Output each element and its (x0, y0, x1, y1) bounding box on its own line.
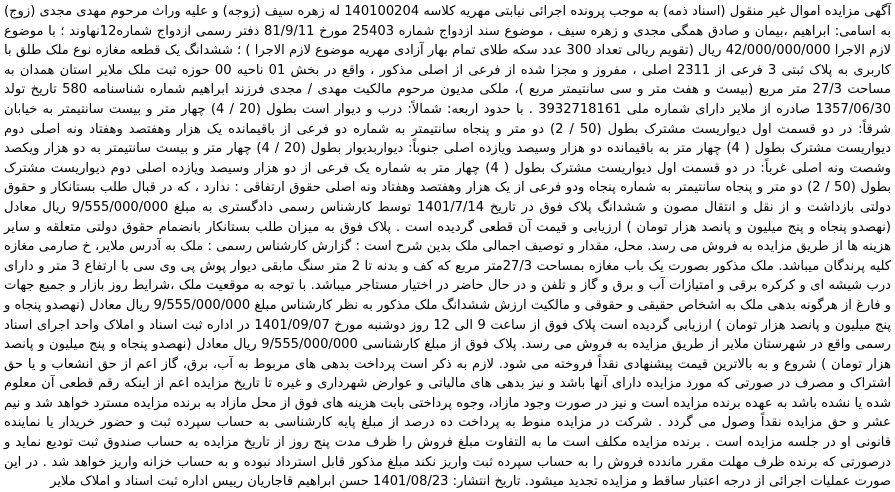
notice-body: آگهی مزایده اموال غیر منقول (اسناد ذمه) به موجب پرونده اجرائی نیابتی مهریه کلاسه 140100204 له زهره سیف (زوجه) و علیه وراث مرحوم مهدی مجدی (زوج) به اسامی: ابراهیم ،بیمان و صادق همگی مجدی و زهره سیف ، موضوع سند ازدواج شماره 25403 مورخ 81/9/11 دفتر رسمی ازدواج شماره12نهاوند ؛ با موضوع لازم الاجرا 42/000/000/000 ریال (تقویم ریالی تعداد 300 عدد سکه طلای تمام بهار آزادی مهریه موضوع لازم الاجرا ) ؛ ششدانگ یک قطعه مغازه نوع ملک طلق با کاربری به پلاک ثبتی 3 فرعی از 2311 اصلی ، مفروز و مجزا شده از فرعی از اصلی مذکور ، واقع در بخش 01 ناحیه 00 حوزه ثبت ملک ملایر استان همدان به مساحت 27/3 متر مربع (بیست و هفت متر و سی سانتیمتر مربع )، ملکی مدیون مرحوم مالکیت مهدی / مجدی فرزند ابراهیم شماره شناسنامه 580 تاریخ تولد 1357/06/30 صادره از ملایر دارای شماره ملی 3932718161 . با حدود اربعه: شمالاً: درب و دیوار است بطول (20 / 4) چهار متر و بیست سانتیمتر به خیابان شرقاً: در دو قسمت اول دیواریست مشترک بطول (50 / 2) دو متر و پنجاه سانتیمتر به شماره دو فرعی از باقیمانده یک هزار وهفتصد وهفتاد ونه اصلی دوم دیواریست مشترک بطول ( 4) چهار متر به باقیمانده دو هزار وسیصد ویازده اصلی جنوباً: دیواربدیوار بطول (20 / 4) چهار متر و بیست سانتیمتر به دو هزار ویکصد وشصت ونه اصلی غرباً: در دو قسمت اول دیواریست مشترک بطول ( 4) چهار متر به شماره یک فرعی از دو هزار وسیصد ویازده اصلی دوم دیواریست مشترک بطول (50 / 2) دو متر و پنجاه سانتیمتر به شماره پنجاه ودو فرعی از یک هزار وهفتصد وهفتاد ونه اصلی حقوق ارتفاقی : ندارد ، که در قبال طلب بستانکار و حقوق دولتی بازداشت و از نقل و انتقال مصون و ششدانگ پلاک فوق در تاریخ 1401/7/14 توسط کارشناس رسمی دادگستری به مبلغ 9/555/000/000 ریال معادل (نهصدو پنجاه و پنج میلیون و پانصد هزار تومان ) ارزیابی و قیمت آن قطعی گردیده است . پلاک فوق به میزان طلب بستانکار بانضمام حقوق دولتی متعلقه و سایر هزینه ها از طریق مزایده به فروش می رسد. محل، مقدار و توصیف اجمالی ملک بدین شرح است : گزارش کارشناس رسمی : ملک به آدرس ملایر، خ صارمی مغازه کلیه پرندگان میباشد. ملک مذکور بصورت یک باب مغازه بمساحت 27/3متر مربع که کف و بدنه تا 2 متر سنگ مابقی دیوار پوش پی وی سی با ارتفاع 3 متر و دارای درب شیشه ای و کرکره برقی و امتیازات آب و برق و گاز و تلفن و در حال حاضر در اختیار مستاجر میباشد. با توجه به موقعیت ملک ،شرایط روز بازار و جمیع جهات و فارغ از هرگونه بدهی ملک به اشخاص حقیقی و حقوقی و مالکیت ارزش ششدانگ ملک مذکور به نظر کارشناس مبلغ 9/555/000/000 ریال معادل (نهصدو پنجاه و پنج میلیون و پانصد هزار تومان ) ارزیابی گردیده است پلاک فوق از ساعت 9 الی 12 روز دوشنبه مورخ 1401/09/07 در اداره ثبت اسناد و املاک واحد اجرای اسناد رسمی واقع در شهرستان ملایر از طریق مزایده به فروش می رسد. پلاک فوق از مبلغ کارشناسی 9/555/000/000 ریال معادل (نهصدو پنجاه و پنج میلیون و پانصد هزار تومان ) شروع و به بالاترین قیمت پیشنهادی نقداً فروخته می شود. لازم به ذکر است پرداخت بدهی های مربوط به آب، برق، گاز اعم از حق انشعاب و یا حق اشتراک و مصرف در صورتی که مورد مزایده دارای آنها باشد و نیز بدهی های مالیاتی و عوارض شهرداری و غیره تا تاریخ مزایده اعم از اینکه رقم قطعی آن معلوم شده یا نشده باشد به عهده برنده مزایده است و نیز در صورت وجود مازاد، وجوه پرداختی بابت هزینه های فوق از محل مازاد به برنده مزایده مسترد خواهد شد و نیم عشر و حق مزایده نقداً وصول می گردد . شرکت در مزایده منوط به پرداخت ده درصد از مبلغ پایه کارشناسی به حساب سپرده ثبت و حضور خریدار یا نماینده قانونی او در جلسه مزایده است . برنده مزایده مکلف است ما به التفاوت مبلغ فروش را ظرف مدت پنج روز از تاریخ مزایده به حساب صندوق ثبت تودیع نماید و درصورتی که برنده ظرف مهلت مقرر ماندده فروش را به حساب سپرده ثبت واریز نکند مبلغ مذکور قابل استرداد نبوده و به حساب خزانه واریز خواهد شد . در این صورت عملیات اجرائی از درجه اعتبار ساقط و مزایده تجدید میشود. تاریخ انتشار: 1401/08/23 حسن ابراهیم قاجاریان رییس اداره ثبت اسناد و املاک ملایر (4, 4, 892, 490)
